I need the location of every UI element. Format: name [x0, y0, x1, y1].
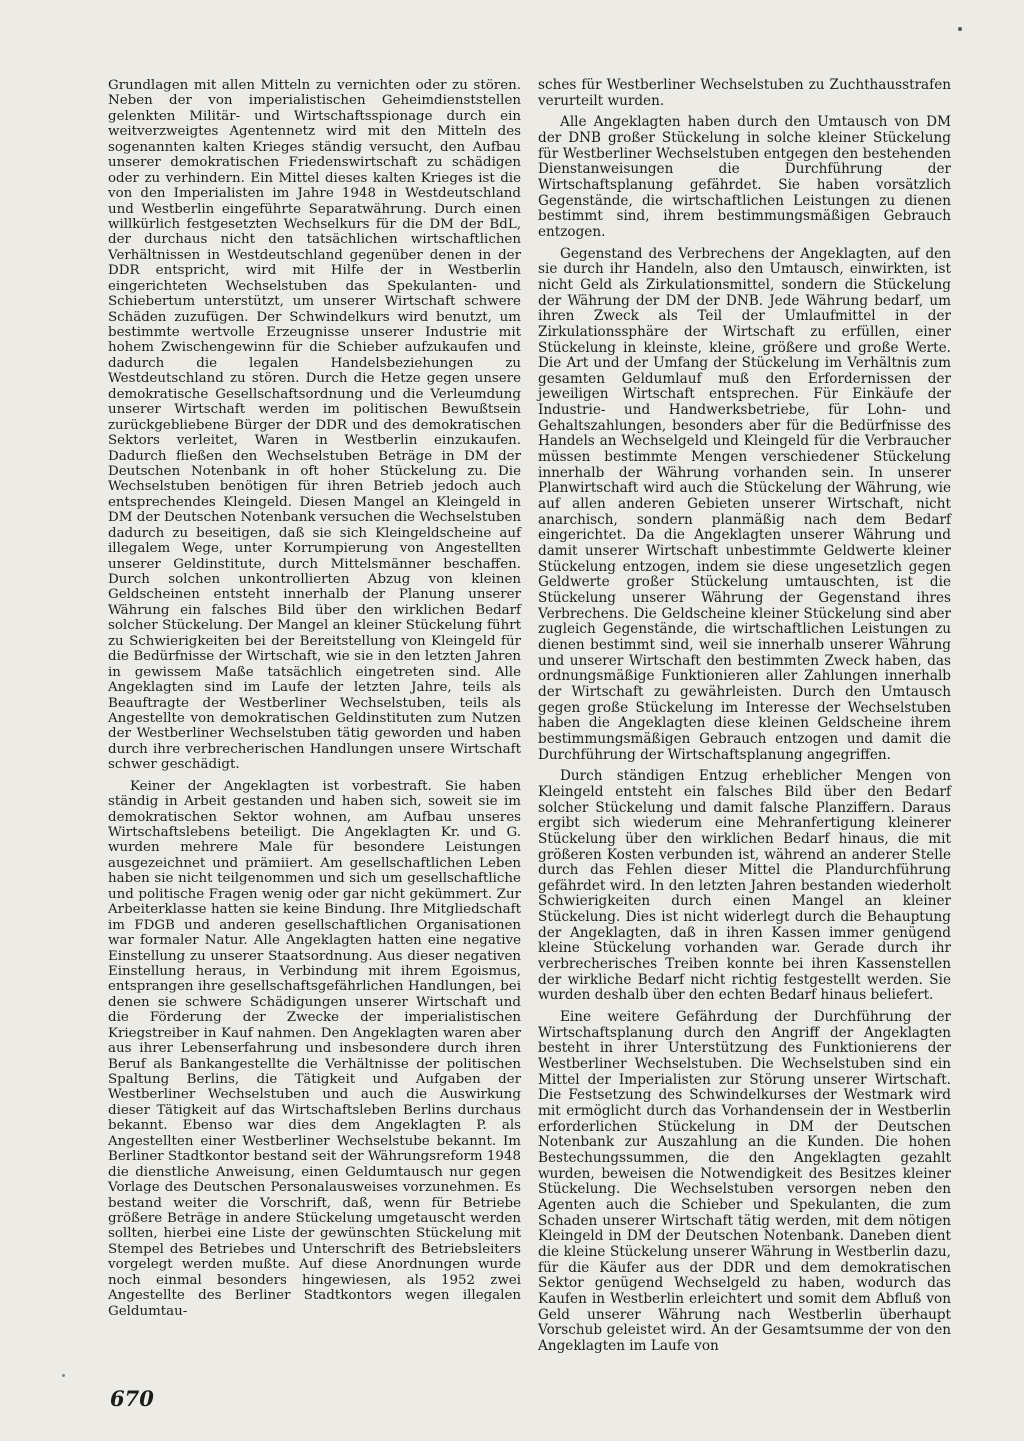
right-column-paragraph: Gegenstand des Verbrechens der Angeklagten, auf den sie durch ihr Handeln, also den Umtausch, einwirkten, ist nicht Geld als Zirkulationsmittel, sondern die Stückelung der Währung der DM der DNB. Jede Währung bedarf, um ihren Zweck als Teil der Umlaufmittel in der Zirkulationssphäre der Wirtschaft zu erfüllen, einer Stückelung in kleinste, kleine, größere und große Werte. Die Art und der Umfang der Stückelung im Verhältnis zum gesamten Geldumlauf muß den Erfordernissen der jeweiligen Wirtschaft entsprechen. Für Einkäufe der Industrie- und Handwerksbetriebe, für Lohn- und Gehaltszahlungen, besonders aber für die Bedürfnisse des Handels an Wechselgeld und Kleingeld für die Verbraucher müssen bestimmte Mengen verschiedener Stückelung innerhalb der Währung vorhanden sein. In unserer Planwirtschaft wird auch die Stückelung der Währung, wie auf allen anderen Gebieten unserer Wirtschaft, nicht anarchisch, sondern planmäßig nach dem Bedarf eingerichtet. Da die Angeklagten unserer Währung und damit unserer Wirtschaft unbestimmte Geldwerte kleiner Stückelung entzogen, indem sie diese ungesetzlich gegen Geldwerte großer Stückelung umtauschten, ist die Stückelung unserer Währung der Gegenstand ihres Verbrechens. Die Geldscheine kleiner Stückelung sind aber zugleich Gegenstände, die wirtschaftlichen Leistungen zu dienen bestimmt sind, weil sie innerhalb unserer Währung und unserer Wirtschaft den bestimmten Zweck haben, das ordnungsmäßige Funktionieren aller Zahlungen innerhalb der Wirtschaft zu gewährleisten. Durch den Umtausch gegen große Stückelung im Interesse der Wechselstuben haben die Angeklagten diese kleinen Geldscheine ihrem bestimmungsmäßigen Gebrauch entzogen und damit die Durchführung der Wirtschaftsplanung angegriffen. — [538, 245, 951, 763]
right-column-paragraph: sches für Westberliner Wechselstuben zu Zuchthausstrafen verurteilt wurden. — [538, 77, 951, 109]
scan-speck — [62, 1374, 65, 1377]
scan-speck — [958, 27, 962, 31]
left-column-paragraph: Grundlagen mit allen Mitteln zu vernichten oder zu stören. Neben der von imperialistischen Geheimdienststellen gelenkten Militär- und Wirtschaftsspionage durch ein weitverzweigtes Agentennetz wird mit den Mitteln des sogenannten kalten Krieges ständig versucht, den Aufbau unserer demokratischen Friedenswirtschaft zu schädigen oder zu verhindern. Ein Mittel dieses kalten Krieges ist die von den Imperialisten im Jahre 1948 in Westdeutschland und Westberlin eingeführte Separatwährung. Durch einen willkürlich festgesetzten Wechselkurs für die DM der BdL, der durchaus nicht den tatsächlichen wirtschaftlichen Verhältnissen in Westdeutschland gegenüber denen in der DDR entspricht, wird mit Hilfe der in Westberlin eingerichteten Wechselstuben das Spekulanten- und Schiebertum unterstützt, um unserer Wirtschaft schwere Schäden zuzufügen. Der Schwindelkurs wird benutzt, um bestimmte wertvolle Erzeugnisse unserer Industrie mit hohem Zwischengewinn für die Schieber aufzukaufen und dadurch die legalen Handelsbeziehungen zu Westdeutschland zu stören. Durch die Hetze gegen unsere demokratische Gesellschaftsordnung und die Verleumdung unserer Wirtschaft werden im politischen Bewußtsein zurückgebliebene Bürger der DDR und des demokratischen Sektors verleitet, Waren in Westberlin einzukaufen. Dadurch fließen den Wechselstuben Beträge in DM der Deutschen Notenbank in oft hoher Stückelung zu. Die Wechselstuben benötigen für ihren Betrieb jedoch auch entsprechendes Kleingeld. Diesen Mangel an Kleingeld in DM der Deutschen Notenbank versuchen die Wechselstuben dadurch zu beseitigen, daß sie sich Kleingeldscheine auf illegalem Wege, unter Korrumpierung von Angestellten unserer Geldinstitute, durch Mittelsmänner beschaffen. Durch solchen unkontrollierten Abzug von kleinen Geldscheinen entsteht innerhalb der Planung unserer Währung ein falsches Bild über den wirklichen Bedarf solcher Stückelung. Der Mangel an kleiner Stückelung führt zu Schwierigkeiten bei der Bereitstellung von Kleingeld für die Bedürfnisse der Wirtschaft, wie sie in den letzten Jahren in gewissem Maße tatsächlich eingetreten sind. Alle Angeklagten sind im Laufe der letzten Jahre, teils als Beauftragte der Westberliner Wechselstuben, teils als Angestellte von demokratischen Geldinstituten zum Nutzen der Westberliner Wechselstuben tätig geworden und haben durch ihre verbrecherischen Handlungen unsere Wirtschaft schwer geschädigt. — [108, 78, 521, 773]
right-column — [538, 78, 951, 1355]
left-column — [108, 78, 521, 1319]
right-column-paragraph: Durch ständigen Entzug erheblicher Mengen von Kleingeld entsteht ein falsches Bild über den Bedarf solcher Stückelung und damit falsche Planziffern. Daraus ergibt sich wiederum eine Mehranfertigung kleinerer Stückelung über den wirklichen Bedarf hinaus, die mit größeren Kosten verbunden ist, während an anderer Stelle durch das Fehlen dieser Mittel die Plandurchführung gefährdet wird. In den letzten Jahren bestanden wiederholt Schwierigkeiten durch einen Mangel an kleiner Stückelung. Dies ist nicht widerlegt durch die Behauptung der Angeklagten, daß in ihren Kassen immer genügend kleine Stückelung vorhanden war. Gerade durch ihr verbrecherisches Treiben konnte bei ihren Kassenstellen der wirkliche Bedarf nicht richtig festgestellt werden. Sie wurden deshalb über den echten Bedarf hinaus beliefert. — [538, 768, 951, 1004]
page-number: 670 — [110, 1386, 154, 1411]
right-column-paragraph: Eine weitere Gefährdung der Durchführung der Wirtschaftsplanung durch den Angriff der Angeklagten besteht in ihrer Unterstützung des Funktionierens der Westberliner Wechselstuben. Die Wechselstuben sind ein Mittel der Imperialisten zur Störung unserer Wirtschaft. Die Festsetzung des Schwindelkurses der Westmark wird mit ermöglicht durch das Vorhandensein der in Westberlin erforderlichen Stückelung in DM der Deutschen Notenbank zur Auszahlung an die Kunden. Die hohen Bestechungssummen, die den Angeklagten gezahlt wurden, beweisen die Notwendigkeit des Besitzes kleiner Stückelung. Die Wechselstuben versorgen neben den Agenten auch die Schieber und Spekulanten, die zum Schaden unserer Wirtschaft tätig werden, mit dem nötigen Kleingeld in DM der Deutschen Notenbank. Daneben dient die kleine Stückelung unserer Währung in Westberlin dazu, für die Käufer aus der DDR und dem demokratischen Sektor genügend Wechselgeld zu haben, wodurch das Kaufen in Westberlin erleichtert und somit dem Abfluß von Geld unserer Währung nach Westberlin überhaupt Vorschub geleistet wird. An der Gesamtsumme der von den Angeklagten im Laufe von — [538, 1009, 951, 1354]
left-column-paragraph: Keiner der Angeklagten ist vorbestraft. Sie haben ständig in Arbeit gestanden und haben sich, soweit sie im demokratischen Sektor wohnen, am Aufbau unseres Wirtschaftslebens beteiligt. Die Angeklagten Kr. und G. wurden mehrere Male für besondere Leistungen ausgezeichnet und prämiiert. Am gesellschaftlichen Leben haben sie nicht teilgenommen und sich um gesellschaftliche und politische Fragen wenig oder gar nicht gekümmert. Zur Arbeiterklasse hatten sie keine Bindung. Ihre Mitgliedschaft im FDGB und anderen gesellschaftlichen Organisationen war formaler Natur. Alle Angeklagten hatten eine negative Einstellung zu unserer Staatsordnung. Aus dieser negativen Einstellung heraus, in Verbindung mit ihrem Egoismus, entsprangen ihre gesellschaftsgefährlichen Handlungen, bei denen sie schwere Schädigungen unserer Wirtschaft und die Förderung der Zwecke der imperialistischen Kriegstreiber in Kauf nahmen. Den Angeklagten waren aber aus ihrer Lebenserfahrung und insbesondere durch ihren Beruf als Bankangestellte die Verhältnisse der politischen Spaltung Berlins, die Tätigkeit und Aufgaben der Westberliner Wechselstuben und auch die Auswirkung dieser Tätigkeit auf das Wirtschaftsleben Berlins durchaus bekannt. Ebenso war dies dem Angeklagten P. als Angestellten einer Westberliner Wechselstube bekannt. Im Berliner Stadtkontor bestand seit der Währungsreform 1948 die dienstliche Anweisung, einen Geldumtausch nur gegen Vorlage des Deutschen Personalausweises vorzunehmen. Es bestand weiter die Vorschrift, daß, wenn für Betriebe größere Beträge in andere Stückelung umgetauscht werden sollten, hierbei eine Liste der gewünschten Stückelung mit Stempel des Betriebes und Unterschrift des Betriebsleiters vorgelegt werden mußte. Auf diese Anordnungen wurde noch einmal besonders hingewiesen, als 1952 zwei Angestellte des Berliner Stadtkontors wegen illegalen Geldumtau- — [108, 778, 521, 1319]
right-column-paragraph: Alle Angeklagten haben durch den Umtausch von DM der DNB großer Stückelung in solche kleiner Stückelung für Westberliner Wechselstuben entgegen den bestehenden Dienstanweisungen die Durchführung der Wirtschaftsplanung gefährdet. Sie haben vorsätzlich Gegenstände, die wirtschaftlichen Leistungen zu dienen bestimmt sind, ihrem bestimmungsmäßigen Gebrauch entzogen. — [538, 114, 951, 240]
